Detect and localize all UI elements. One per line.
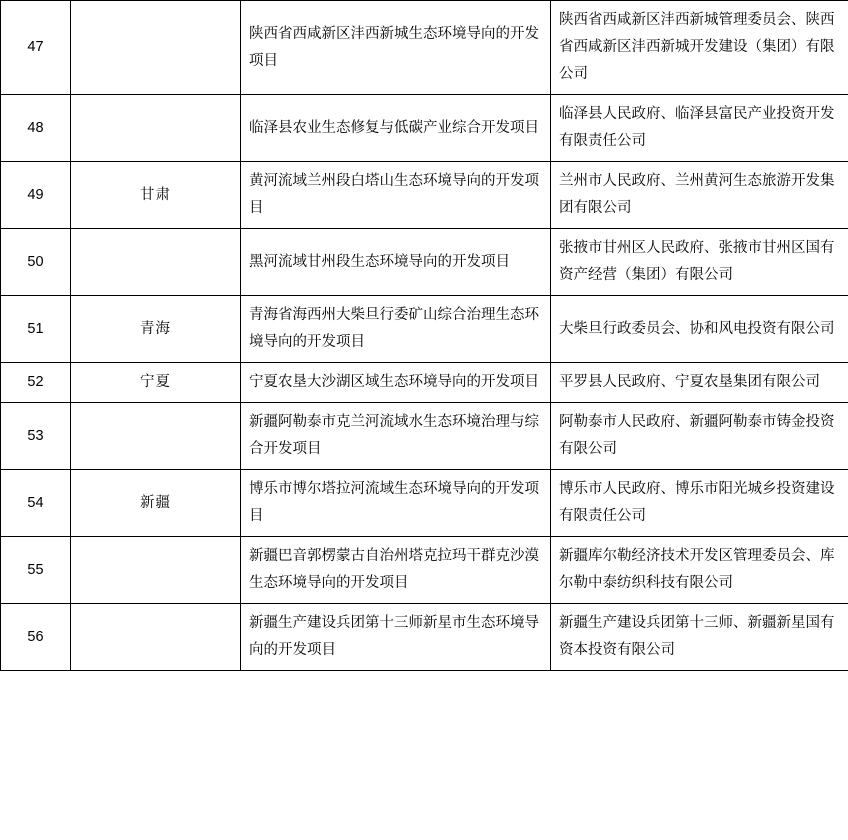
table-row — [1, 229, 848, 296]
cell-declaring-unit: 张掖市甘州区人民政府、张掖市甘州区国有资产经营（集团）有限公司 — [551, 229, 848, 296]
table-row — [1, 470, 848, 537]
cell-declaring-unit: 平罗县人民政府、宁夏农垦集团有限公司 — [551, 363, 848, 403]
cell-project-name: 新疆生产建设兵团第十三师新星市生态环境导向的开发项目 — [241, 604, 551, 671]
cell-province — [71, 537, 241, 604]
cell-province: 青海 — [71, 296, 241, 363]
cell-project-name: 青海省海西州大柴旦行委矿山综合治理生态环境导向的开发项目 — [241, 296, 551, 363]
cell-province — [71, 1, 241, 95]
table-row — [1, 363, 848, 403]
table-row — [1, 537, 848, 604]
cell-province — [71, 229, 241, 296]
cell-project-name: 陕西省西咸新区沣西新城生态环境导向的开发项目 — [241, 1, 551, 95]
table-row — [1, 1, 848, 95]
cell-declaring-unit: 兰州市人民政府、兰州黄河生态旅游开发集团有限公司 — [551, 162, 848, 229]
cell-no: 53 — [1, 403, 71, 470]
cell-declaring-unit: 博乐市人民政府、博乐市阳光城乡投资建设有限责任公司 — [551, 470, 848, 537]
cell-no: 50 — [1, 229, 71, 296]
cell-project-name: 黑河流域甘州段生态环境导向的开发项目 — [241, 229, 551, 296]
table-row — [1, 403, 848, 470]
table-row — [1, 95, 848, 162]
cell-no: 49 — [1, 162, 71, 229]
cell-province — [71, 604, 241, 671]
cell-no: 48 — [1, 95, 71, 162]
cell-province — [71, 403, 241, 470]
cell-no: 56 — [1, 604, 71, 671]
cell-declaring-unit: 大柴旦行政委员会、协和风电投资有限公司 — [551, 296, 848, 363]
cell-project-name: 新疆巴音郭楞蒙古自治州塔克拉玛干群克沙漠生态环境导向的开发项目 — [241, 537, 551, 604]
cell-project-name: 宁夏农垦大沙湖区域生态环境导向的开发项目 — [241, 363, 551, 403]
cell-no: 55 — [1, 537, 71, 604]
table-row — [1, 604, 848, 671]
table-row — [1, 162, 848, 229]
cell-declaring-unit: 临泽县人民政府、临泽县富民产业投资开发有限责任公司 — [551, 95, 848, 162]
cell-declaring-unit: 新疆生产建设兵团第十三师、新疆新星国有资本投资有限公司 — [551, 604, 848, 671]
cell-declaring-unit: 阿勒泰市人民政府、新疆阿勒泰市铸金投资有限公司 — [551, 403, 848, 470]
cell-project-name: 黄河流域兰州段白塔山生态环境导向的开发项目 — [241, 162, 551, 229]
table-row — [1, 296, 848, 363]
cell-declaring-unit: 新疆库尔勒经济技术开发区管理委员会、库尔勒中泰纺织科技有限公司 — [551, 537, 848, 604]
cell-no: 47 — [1, 1, 71, 95]
cell-province: 新疆 — [71, 470, 241, 537]
cell-province — [71, 95, 241, 162]
cell-project-name: 新疆阿勒泰市克兰河流域水生态环境治理与综合开发项目 — [241, 403, 551, 470]
cell-no: 54 — [1, 470, 71, 537]
cell-no: 52 — [1, 363, 71, 403]
table-body — [1, 1, 848, 671]
cell-province: 宁夏 — [71, 363, 241, 403]
cell-no: 51 — [1, 296, 71, 363]
cell-project-name: 临泽县农业生态修复与低碳产业综合开发项目 — [241, 95, 551, 162]
cell-declaring-unit: 陕西省西咸新区沣西新城管理委员会、陕西省西咸新区沣西新城开发建设（集团）有限公司 — [551, 1, 848, 95]
cell-project-name: 博乐市博尔塔拉河流域生态环境导向的开发项目 — [241, 470, 551, 537]
cell-province: 甘肃 — [71, 162, 241, 229]
